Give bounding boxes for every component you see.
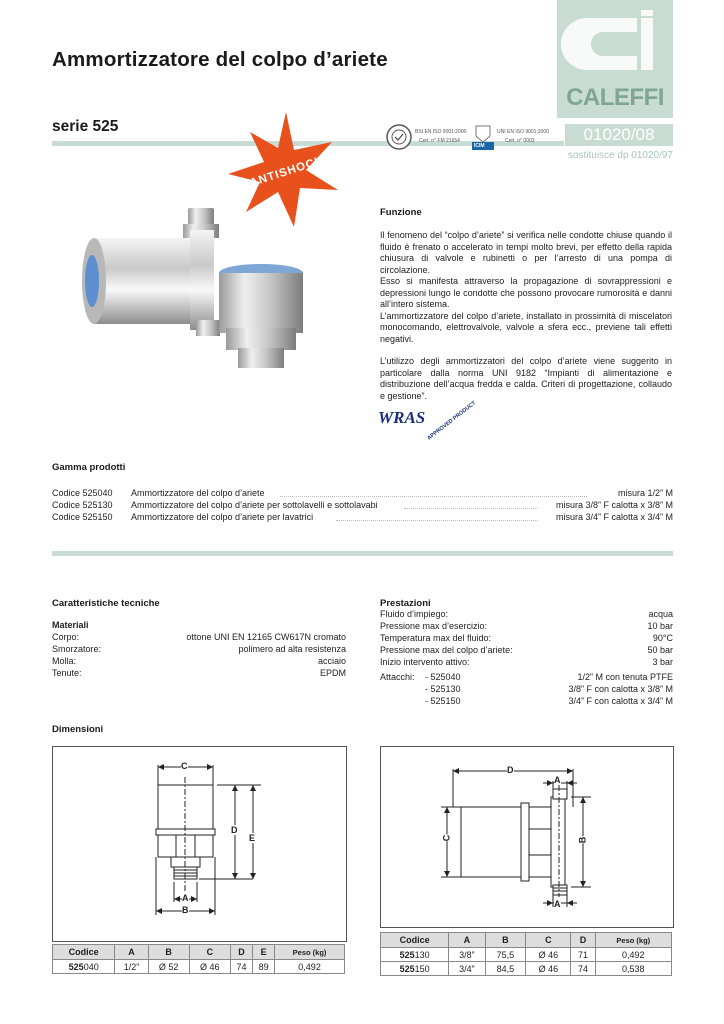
funzione-body	[380, 230, 672, 413]
code-bold: 525	[68, 961, 84, 972]
col-header: E	[253, 945, 275, 960]
code-bold: 525	[399, 963, 415, 974]
funzione-paragraph: Il fenomeno del “colpo d’ariete” si verifica nelle condotte chiuse quando il fluido è frenato o accelerato in tempi molto brevi, per effetto della rapida chiusura di valvole e rubinetti o per l’arresto di una pompa di circolazione.	[380, 230, 672, 275]
table-cell: 1/2”	[115, 960, 148, 974]
table-cell: 71	[571, 948, 595, 962]
caratteristiche-heading: Caratteristiche tecniche	[52, 598, 160, 609]
code-cell	[381, 962, 449, 976]
range-desc: Ammortizzatore del colpo d’ariete	[131, 488, 265, 498]
range-size: misura 3/8” F calotta x 3/8” M	[555, 500, 673, 510]
funzione-heading: Funzione	[380, 207, 422, 218]
attacchi-code: - 525040	[425, 672, 461, 682]
col-header: C	[189, 945, 230, 960]
table-cell: 74	[571, 962, 595, 976]
spec-value: polimero ad alta resistenza	[238, 644, 346, 654]
perf-key: Fluido d’impiego:	[380, 609, 449, 619]
dim-label-e: E	[249, 833, 256, 843]
document-code: 01020/08	[565, 124, 673, 146]
col-header: A	[449, 933, 485, 948]
spec-key: Tenute:	[52, 668, 82, 678]
perf-value: 10 bar	[647, 621, 673, 631]
dimensioni-heading: Dimensioni	[52, 724, 104, 735]
table-cell: 0,538	[595, 962, 671, 976]
range-desc: Ammortizzatore del colpo d’ariete per lavatrici	[131, 512, 314, 522]
perf-row	[380, 633, 673, 645]
table-cell: 75,5	[485, 948, 526, 962]
dimension-drawing-525040	[52, 746, 347, 942]
dim-label-c: C	[441, 834, 452, 842]
col-header: C	[526, 933, 571, 948]
dim-label-a-bottom: A	[554, 899, 561, 909]
attacchi-value: 3/8” F con calotta x 3/8” M	[568, 684, 673, 694]
attacchi-code: - 525130	[425, 684, 461, 694]
funzione-paragraph: L’ammortizzatore del colpo d’ariete, installato in prossimità di miscelatori monocomando, elettrovalvole, valvole a sfera ecc., previene tali effetti negativi.	[380, 310, 672, 344]
cert-bsi	[386, 124, 467, 155]
brand-name: CALEFFI	[566, 84, 664, 111]
dimension-drawing-525130-525150	[380, 746, 674, 928]
perf-row	[380, 621, 673, 633]
spec-key: Smorzatore:	[52, 644, 102, 654]
gamma-heading: Gamma prodotti	[52, 462, 126, 473]
attacchi-label: Attacchi:	[380, 672, 415, 682]
range-desc: Ammortizzatore del colpo d’ariete per sottolavelli e sottolavabi	[131, 500, 378, 510]
cert-icim	[472, 124, 549, 155]
range-row	[52, 500, 673, 511]
perf-row	[380, 645, 673, 657]
dim-label-d: D	[231, 825, 238, 835]
spec-value: acciaio	[317, 656, 346, 666]
perf-key: Inizio intervento attivo:	[380, 657, 470, 667]
dim-label-d: D	[507, 765, 514, 775]
attacchi-value: 3/4” F con calotta x 3/4” M	[568, 696, 673, 706]
dim-label-b: B	[577, 836, 588, 844]
cert2-line1: UNI EN ISO 9001:2000	[497, 129, 549, 135]
range-code: Codice 525150	[52, 512, 113, 522]
perf-value: 3 bar	[652, 657, 673, 667]
attacchi-row	[425, 696, 673, 708]
col-header: B	[485, 933, 526, 948]
section-divider	[52, 551, 673, 556]
spec-key: Corpo:	[52, 632, 80, 642]
col-header: D	[571, 933, 595, 948]
table-row	[381, 962, 672, 976]
col-header: B	[148, 945, 189, 960]
range-size: misura 3/4” F calotta x 3/4” M	[555, 512, 673, 522]
perf-key: Pressione max d’esercizio:	[380, 621, 488, 631]
wras-subtext: APPROVED PRODUCT	[426, 400, 478, 442]
table-cell: 89	[253, 960, 275, 974]
code-rest: 150	[414, 963, 430, 974]
cert1-line2: Cert. n° FM 21654	[419, 138, 460, 144]
code-cell	[53, 960, 115, 974]
table-header-row	[53, 945, 345, 960]
perf-key: Pressione max del colpo d’ariete:	[380, 645, 513, 655]
perf-value: acqua	[648, 609, 673, 619]
attacchi-value: 1/2” M con tenuta PTFE	[577, 672, 673, 682]
table-cell: Ø 46	[189, 960, 230, 974]
leader-dots	[404, 508, 538, 509]
table-row	[53, 960, 345, 974]
col-header: D	[230, 945, 252, 960]
dim-label-c: C	[181, 761, 188, 771]
code-bold: 525	[399, 949, 415, 960]
prestazioni-heading: Prestazioni	[380, 598, 431, 609]
cert2-logo-text: ICIM	[474, 143, 485, 149]
perf-value: 90°C	[652, 633, 673, 643]
attacchi-row	[425, 684, 673, 696]
table-cell: 3/4”	[449, 962, 485, 976]
dimension-table-525040	[52, 944, 345, 974]
table-cell: 0,492	[595, 948, 671, 962]
funzione-paragraph: Esso si manifesta attraverso la propagazione di sovrappressioni e depressioni lungo le condotte che possono provocare rumorosità e danni all’intero sistema.	[380, 276, 672, 309]
vertical-shock-absorber	[219, 264, 303, 368]
antishock-text: ANTISHOCK	[248, 154, 326, 190]
series-label: serie 525	[52, 118, 119, 135]
dim-label-a: A	[554, 775, 561, 785]
attacchi-code: - 525150	[425, 696, 461, 706]
perf-value: 50 bar	[647, 645, 673, 655]
leader-dots	[280, 496, 587, 497]
code-cell	[381, 948, 449, 962]
col-header: Codice	[381, 933, 449, 948]
range-size: misura 1/2” M	[617, 488, 673, 498]
leader-dots	[336, 520, 538, 521]
col-header: Peso (kg)	[275, 945, 345, 960]
table-cell: Ø 52	[148, 960, 189, 974]
perf-row	[380, 657, 673, 669]
table-cell: 3/8”	[449, 948, 485, 962]
horizontal-shock-absorber	[82, 208, 220, 336]
spec-row	[52, 632, 346, 644]
product-photo	[78, 208, 338, 373]
table-row	[381, 948, 672, 962]
wras-text: WRAS	[378, 408, 426, 427]
table-cell: 84,5	[485, 962, 526, 976]
table-cell: 74	[230, 960, 252, 974]
table-cell: Ø 46	[526, 962, 571, 976]
caleffi-emblem-icon	[557, 0, 673, 84]
materiali-heading: Materiali	[52, 620, 89, 630]
dim-label-a: A	[182, 893, 189, 903]
bsi-seal-icon	[386, 124, 412, 150]
spec-value: ottone UNI EN 12165 CW617N cromato	[186, 632, 346, 642]
range-row	[52, 488, 673, 499]
wras-logo	[378, 400, 478, 442]
dimension-table-525130-525150	[380, 932, 672, 976]
table-cell: 0,492	[275, 960, 345, 974]
spec-row	[52, 644, 346, 656]
perf-key: Temperatura max del fluido:	[380, 633, 492, 643]
dim-label-b: B	[182, 905, 189, 915]
spec-key: Molla:	[52, 656, 77, 666]
col-header: Codice	[53, 945, 115, 960]
table-header-row	[381, 933, 672, 948]
range-row	[52, 512, 673, 523]
spec-row	[52, 668, 346, 680]
cert1-line1: BSI EN ISO 9001:2000	[415, 129, 467, 135]
spec-row	[52, 656, 346, 668]
page-title: Ammortizzatore del colpo d’ariete	[52, 48, 388, 71]
range-code: Codice 525130	[52, 500, 113, 510]
funzione-paragraph: L’utilizzo degli ammortizzatori del colpo d’ariete viene suggerito in particolare dalla norma UNI 9182 “Impianti di alimentazione e distribuzione dell’acqua fredda e calda. Criteri di progettazione, collaudo e gestione”.	[380, 356, 672, 401]
spec-value: EPDM	[319, 668, 346, 678]
code-rest: 040	[83, 961, 99, 972]
cert2-line2: Cert. n° 0003	[505, 138, 535, 144]
table-cell: Ø 46	[526, 948, 571, 962]
col-header: Peso (kg)	[595, 933, 671, 948]
range-code: Codice 525040	[52, 488, 113, 498]
supersedes-note: sostituisce dp 01020/97	[567, 150, 673, 161]
col-header: A	[115, 945, 148, 960]
code-rest: 130	[414, 949, 430, 960]
attacchi-row	[425, 672, 673, 684]
perf-row	[380, 609, 673, 621]
